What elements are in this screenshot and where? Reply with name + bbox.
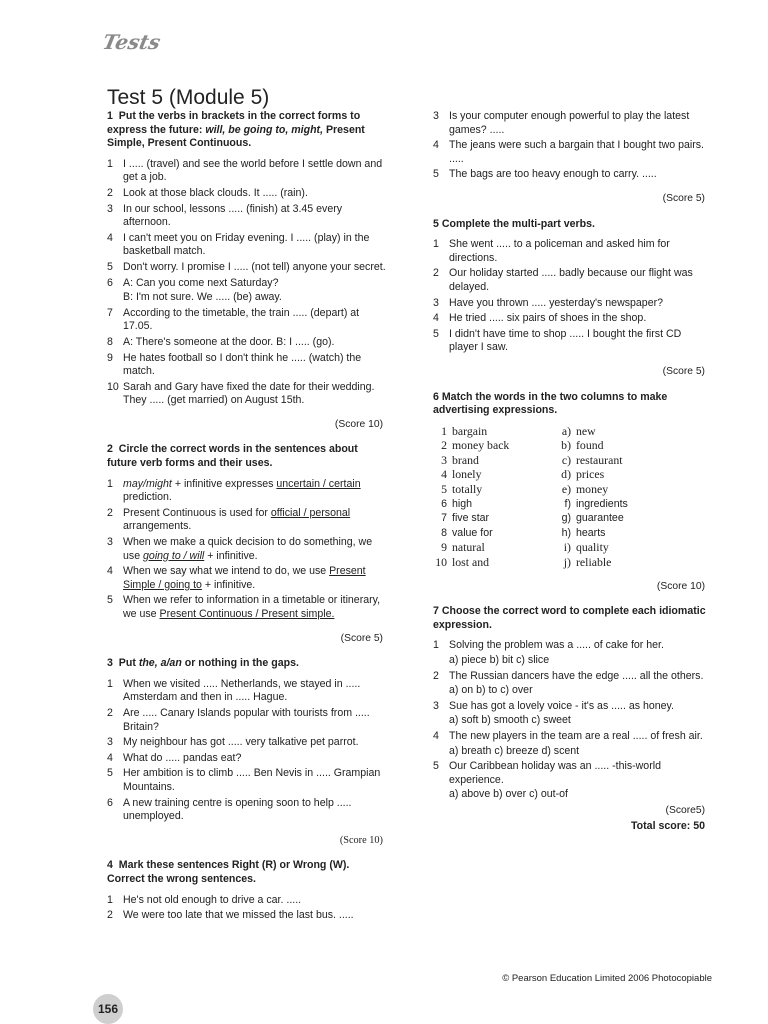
exercise-7-heading: 7 Choose the correct word to complete each idiomatic expression. xyxy=(433,605,706,631)
match-left-item: 7 five star xyxy=(441,512,490,525)
match-left-item: 9 natural xyxy=(441,540,485,555)
tests-section-tag: Tests xyxy=(100,30,163,54)
item-text: I didn't have time to shop ..... I bought the first CD player I saw. xyxy=(449,327,682,354)
exercise-1-list xyxy=(107,158,387,408)
item-text: Don't worry. I promise I ..... (not tell) anyone your secret. xyxy=(123,260,386,273)
list-item: 4 The new players in the team are a real ..... of fresh air. a) breath c) breeze d) scent xyxy=(433,730,709,758)
item-text-line-2: B: I'm not sure. We ..... (be) away. xyxy=(123,291,282,304)
exercise-4-heading: 4 Mark these sentences Right (R) or Wrong (W). Correct the wrong sentences. xyxy=(107,859,350,885)
item-text: A: Can you come next Saturday? xyxy=(123,276,279,289)
list-item: 3 My neighbour has got ..... very talkative pet parrot. xyxy=(107,736,359,749)
item-text: Have you thrown ..... yesterday's newspaper? xyxy=(449,296,664,309)
match-right-item: f) ingredients xyxy=(564,497,628,510)
list-item: 1 Solving the problem was a ..... of cake for her. a) piece b) bit c) slice xyxy=(433,639,709,667)
item-text: My neighbour has got ..... very talkative pet parrot. xyxy=(123,736,359,749)
list-item: 9 He hates football so I don't think he ..... (watch) the match. xyxy=(107,351,362,378)
item-text: He hates football so I don't think he ..... (watch) the match. xyxy=(123,351,362,378)
exercise-5-heading: 5 Complete the multi-part verbs. xyxy=(433,217,595,230)
match-left-item: 8 value for xyxy=(441,526,493,539)
exercise-1-heading: 1 Put the verbs in brackets in the correct forms to express the future: will, be going to, might, Present Simple, Present Continuous. xyxy=(107,110,365,150)
exercise-7-score: (Score5) xyxy=(665,804,705,816)
list-item: 4 The jeans were such a bargain that I bought two pairs. ..... xyxy=(433,139,704,165)
answer-options: a) on b) to c) over xyxy=(449,684,533,697)
match-left-item: 6 high xyxy=(441,497,473,510)
item-text: Look at those black clouds. It ..... (rain). xyxy=(123,186,308,199)
exercise-4 xyxy=(107,859,387,922)
list-item: 3 In our school, lessons ..... (finish) at 3.45 every afternoon. xyxy=(107,202,343,229)
match-right-item: e) money xyxy=(561,482,609,497)
match-right-item: h) hearts xyxy=(561,526,606,539)
item-text: When we visited ..... Netherlands, we stayed in ..... Amsterdam and then in ..... Hague. xyxy=(123,677,361,704)
item-text: He's not old enough to drive a car. ..... xyxy=(123,893,302,906)
exercise-3 xyxy=(107,657,387,847)
list-item: 4 When we say what we intend to do, we use Present Simple / going to + infinitive. xyxy=(107,565,366,591)
item-text: Her ambition is to climb ..... Ben Nevis in ..... Grampian Mountains. xyxy=(123,767,381,793)
exercise-2 xyxy=(107,443,387,645)
exercise-4-score: (Score 5) xyxy=(662,192,705,204)
list-item: 2 Present Continuous is used for official / personal arrangements. xyxy=(107,506,351,533)
item-text: I can't meet you on Friday evening. I ..... (play) in the basketball match. xyxy=(123,231,370,258)
exercise-1 xyxy=(107,110,387,431)
match-left-item: 4 lonely xyxy=(441,467,482,482)
list-item: 1 When we visited ..... Netherlands, we stayed in ..... Amsterdam and then in ..... Hague. xyxy=(107,677,361,704)
list-item: 3 Have you thrown ..... yesterday's newspaper? xyxy=(433,296,664,309)
list-item: 1 He's not old enough to drive a car. ..... xyxy=(107,893,302,906)
answer-options: a) soft b) smooth c) sweet xyxy=(449,714,571,727)
item-text: According to the timetable, the train ..... (depart) at 17.05. xyxy=(123,306,360,333)
match-right-item: g) guarantee xyxy=(561,512,624,525)
list-item: 5 When we refer to information in a timetable or itinerary, we use Present Continuous / Present simple. xyxy=(107,594,381,620)
list-item: 8 A: There's someone at the door. B: I ..... (go). xyxy=(107,335,335,348)
list-item: 7 According to the timetable, the train ..... (depart) at 17.05. xyxy=(107,306,360,333)
item-text: He tried ..... six pairs of shoes in the shop. xyxy=(449,312,647,325)
exercise-4-list-continued xyxy=(433,110,709,182)
match-right-item: c) restaurant xyxy=(561,452,623,467)
exercise-5-score: (Score 5) xyxy=(662,365,705,377)
item-text: Are ..... Canary Islands popular with tourists from ..... Britain? xyxy=(123,706,370,733)
match-left-item: 2 money back xyxy=(441,438,510,453)
item-text: Solving the problem was a ..... of cake for her. xyxy=(449,639,664,652)
list-item: 5 Our Caribbean holiday was an ..... -this-world experience. a) above b) over c) out-of xyxy=(433,760,709,802)
item-text: The new players in the team are a real ..... of fresh air. xyxy=(449,729,703,742)
match-left-item: 5 totally xyxy=(441,482,483,497)
list-item: 6 A new training centre is opening soon to help ..... unemployed. xyxy=(107,796,352,823)
list-item: 3 When we make a quick decision to do something, we use going to / will + infinitive. xyxy=(107,536,373,562)
item-text: Sarah and Gary have fixed the date for their wedding. They ..... (get married) on August 15th. xyxy=(123,380,375,407)
list-item: 1 may/might + infinitive expresses uncertain / certain prediction. xyxy=(107,477,361,504)
item-text: We were too late that we missed the last bus. ..... xyxy=(123,909,354,922)
item-text: The Russian dancers have the edge ..... all the others. xyxy=(449,669,704,682)
item-text: A: There's someone at the door. B: I ..... (go). xyxy=(123,335,335,348)
list-item: 2 Are ..... Canary Islands popular with tourists from ..... Britain? xyxy=(107,706,370,733)
exercise-2-heading: 2 Circle the correct words in the sentences about future verb forms and their uses. xyxy=(107,443,358,470)
list-item: 1 She went ..... to a policeman and asked him for directions. xyxy=(433,238,670,264)
item-text: Our holiday started ..... badly because our flight was delayed. xyxy=(449,267,693,293)
match-right-item: b) found xyxy=(561,438,604,453)
total-score: Total score: 50 xyxy=(631,819,705,832)
item-text: She went ..... to a policeman and asked him for directions. xyxy=(449,238,670,264)
exercise-3-score: (Score 10) xyxy=(339,834,383,846)
list-item: 4 I can't meet you on Friday evening. I ..... (play) in the basketball match. xyxy=(107,231,370,258)
list-item: 3 Is your computer enough powerful to play the latest games? ..... xyxy=(433,110,690,136)
item-text: A new training centre is opening soon to help ..... unemployed. xyxy=(123,796,352,823)
list-item: 2 Look at those black clouds. It ..... (rain). xyxy=(107,186,308,199)
exercise-5 xyxy=(433,218,709,379)
exercise-2-score: (Score 5) xyxy=(340,632,383,644)
list-item: 4 He tried ..... six pairs of shoes in the shop. xyxy=(433,312,647,325)
exercise-3-list xyxy=(107,678,387,824)
exercise-6-score: (Score 10) xyxy=(656,580,705,592)
list-item: 5 I didn't have time to shop ..... I bought the first CD player I saw. xyxy=(433,327,682,354)
match-left-item: 3 brand xyxy=(441,452,479,467)
item-text: Our Caribbean holiday was an ..... -this-world experience. xyxy=(449,760,661,786)
matching-table xyxy=(433,425,709,570)
exercise-4-list xyxy=(107,894,387,923)
page-number: 156 xyxy=(93,994,123,1024)
item-text: The jeans were such a bargain that I bought two pairs. ..... xyxy=(449,139,704,165)
exercise-1-score: (Score 10) xyxy=(334,418,383,430)
item-text: Sue has got a lovely voice - it's as ..... as honey. xyxy=(449,699,674,712)
list-item: 10 Sarah and Gary have fixed the date for their wedding. They ..... (get married) on August 15th. xyxy=(107,380,375,407)
exercise-7-list xyxy=(433,639,709,802)
answer-options: a) piece b) bit c) slice xyxy=(449,654,550,666)
list-item: 3 Sue has got a lovely voice - it's as ..... as honey. a) soft b) smooth c) sweet xyxy=(433,700,709,728)
item-text: Is your computer enough powerful to play the latest games? ..... xyxy=(449,110,690,136)
list-item: 2 The Russian dancers have the edge ..... all the others. a) on b) to c) over xyxy=(433,670,709,698)
list-item: 5 Don't worry. I promise I ..... (not tell) anyone your secret. xyxy=(107,260,386,273)
list-item: 2 We were too late that we missed the last bus. ..... xyxy=(107,909,354,922)
page-title: Test 5 (Module 5) xyxy=(107,86,270,110)
match-left-item: 1 bargain xyxy=(441,423,488,438)
match-right-item: d) prices xyxy=(561,467,605,482)
match-right-item: i) quality xyxy=(563,540,609,555)
list-item: 5 Her ambition is to climb ..... Ben Nevis in ..... Grampian Mountains. xyxy=(107,767,381,793)
list-item: 2 Our holiday started ..... badly because our flight was delayed. xyxy=(433,267,693,293)
answer-options: a) breath c) breeze d) scent xyxy=(449,744,580,757)
exercise-2-list xyxy=(107,478,387,622)
item-text: What do ..... pandas eat? xyxy=(123,751,242,764)
exercise-6 xyxy=(433,391,709,594)
exercise-6-heading: 6 Match the words in the two columns to make advertising expressions. xyxy=(433,390,668,417)
list-item: 1 I ..... (travel) and see the world before I settle down and get a job. xyxy=(107,157,383,184)
item-text: In our school, lessons ..... (finish) at 3.45 every afternoon. xyxy=(123,202,343,229)
exercise-3-heading: 3 Put the, a/an or nothing in the gaps. xyxy=(107,657,299,670)
item-text: The bags are too heavy enough to carry. ..... xyxy=(449,168,657,181)
match-left-item: 10 lost and xyxy=(435,555,490,570)
exercise-7 xyxy=(433,605,709,833)
match-right-item: a) new xyxy=(561,423,596,438)
right-column xyxy=(433,110,709,833)
list-item: 6 A: Can you come next Saturday? B: I'm not sure. We ..... (be) away. xyxy=(107,277,387,305)
answer-options: a) above b) over c) out-of xyxy=(449,788,568,801)
left-column xyxy=(107,110,387,925)
list-item: 4 What do ..... pandas eat? xyxy=(107,751,242,764)
exercise-5-list xyxy=(433,238,709,355)
list-item: 5 The bags are too heavy enough to carry. ..... xyxy=(433,168,657,181)
copyright-notice: © Pearson Education Limited 2006 Photocopiable xyxy=(502,973,712,984)
item-text: I ..... (travel) and see the world before I settle down and get a job. xyxy=(123,157,383,184)
match-right-item: j) reliable xyxy=(563,555,612,570)
